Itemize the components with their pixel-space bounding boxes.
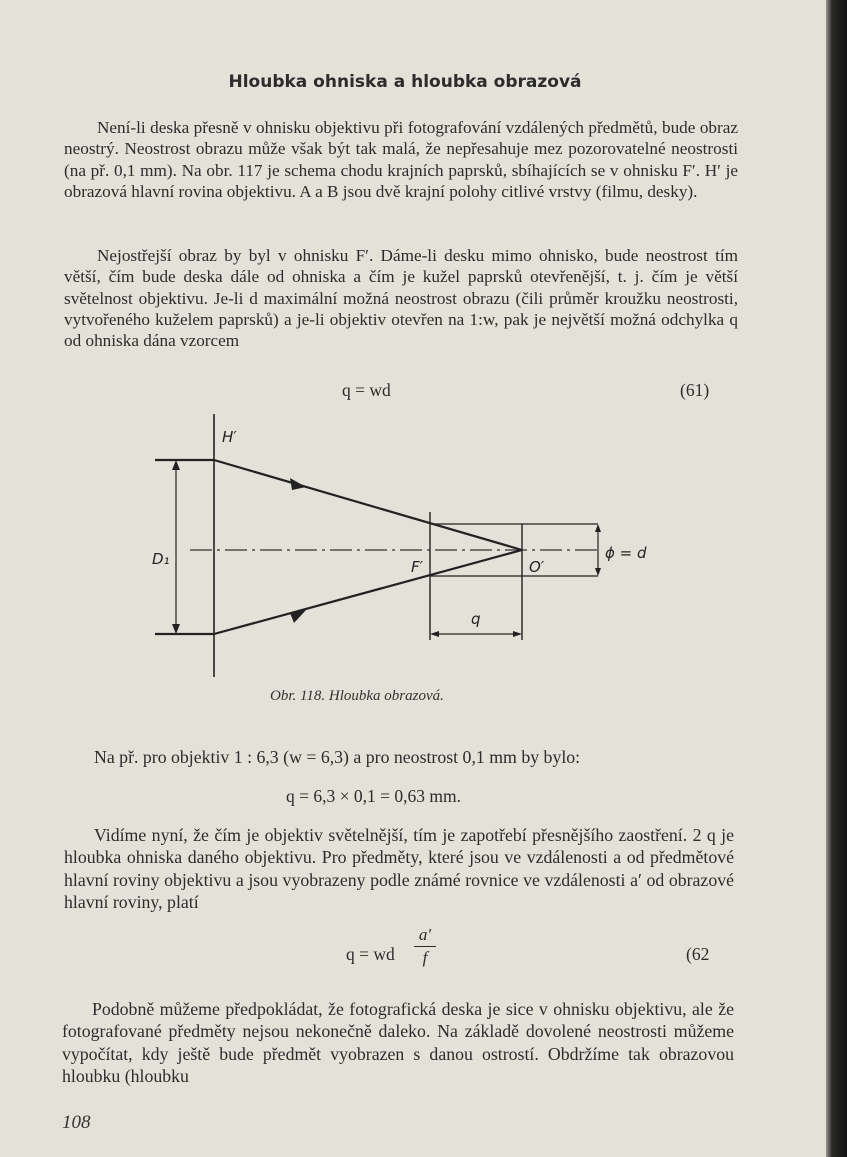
label-f-prime: F′: [411, 558, 424, 576]
phi-arrow-top: [595, 524, 601, 532]
d1-arrow-top: [172, 460, 180, 470]
paragraph-5: Podobně můžeme předpokládat, že fotografická deska je sice v ohnisku objektivu, ale že fotografované předměty nejsou nekonečně daleko. Na základě dovolené neostrosti můžeme vypočítat, kdy ještě bude předmět vyobrazen s danou ostrostí. Obdržíme tak obrazovou hloubku (hloubku: [62, 999, 734, 1086]
example-equation: q = 6,3 × 0,1 = 0,63 mm.: [286, 786, 461, 806]
fraction-numerator: a′: [418, 925, 432, 944]
paragraph-1: Není-li deska přesně v ohnisku objektivu při fotografování vzdálených předmětů, bude obraz neostrý. Neostrost obrazu může však být tak malá, že nepřesahuje mez pozorovatelné neostrosti (na př. 0,1 mm). Na obr. 117 je schema chodu krajních paprsků, sbíhajících se v ohnisku F′. H′ je obrazová hlavní rovina objektivu. A a B jsou dvě krajní polohy citlivé vrstvy (filmu, desky).: [64, 118, 738, 201]
figure-caption: Obr. 118. Hloubka obrazová.: [270, 688, 444, 704]
label-phi-d: ϕ = d: [605, 544, 647, 562]
book-spine-shadow: [826, 0, 847, 1157]
fraction-denominator: f: [422, 948, 428, 967]
page-number: 108: [62, 1112, 91, 1133]
d1-arrow-bottom: [172, 624, 180, 634]
ray-arrow-top: [290, 478, 306, 490]
equation-62-number: (62: [686, 944, 710, 964]
label-o-prime: O′: [529, 558, 545, 576]
equation-62-fraction: [414, 926, 436, 967]
q-arrow-left: [430, 631, 439, 637]
paragraph-3: Na př. pro objektiv 1 : 6,3 (w = 6,3) a pro neostrost 0,1 mm by bylo:: [94, 747, 581, 767]
fraction-bar: [414, 946, 436, 947]
figure-118-diagram: [0, 400, 826, 690]
phi-arrow-bottom: [595, 568, 601, 576]
equation-61-number: (61): [680, 380, 710, 400]
section-heading: Hloubka ohniska a hloubka obrazová: [228, 72, 582, 92]
q-arrow-right: [513, 631, 522, 637]
paragraph-4: Vidíme nyní, že čím je objektiv světelnější, tím je zapotřebí přesnějšího zaostření. 2 q je hloubka ohniska daného objektivu. Pro předměty, které jsou ve vzdálenosti a od předmětové hlavní roviny objektivu a jsou vyobrazeny podle známé rovnice ve vzdálenosti a′ od obrazové hlavní roviny, platí: [64, 825, 734, 912]
label-d1: D₁: [152, 550, 170, 568]
paragraph-2: Nejostřejší obraz by byl v ohnisku F′. Dáme-li desku mimo ohnisko, bude neostrost tím větší, čím bude deska dále od ohniska a čím je kužel paprsků otevřenější, t. j. čím je větší světelnost objektivu. Je-li d maximální možná neostrost obrazu (čili průměr kroužku neostrosti, vytvořeného kuželem paprsků) a je-li objektiv otevřen na 1:w, pak je největší možná odchylka q od ohniska dána vzorcem: [64, 246, 738, 351]
equation-61: q = wd: [342, 380, 391, 400]
label-q: q: [471, 610, 481, 628]
equation-62-lhs: q = wd: [346, 944, 395, 964]
label-h-prime: H′: [222, 428, 237, 446]
converging-ray-top: [214, 460, 522, 550]
